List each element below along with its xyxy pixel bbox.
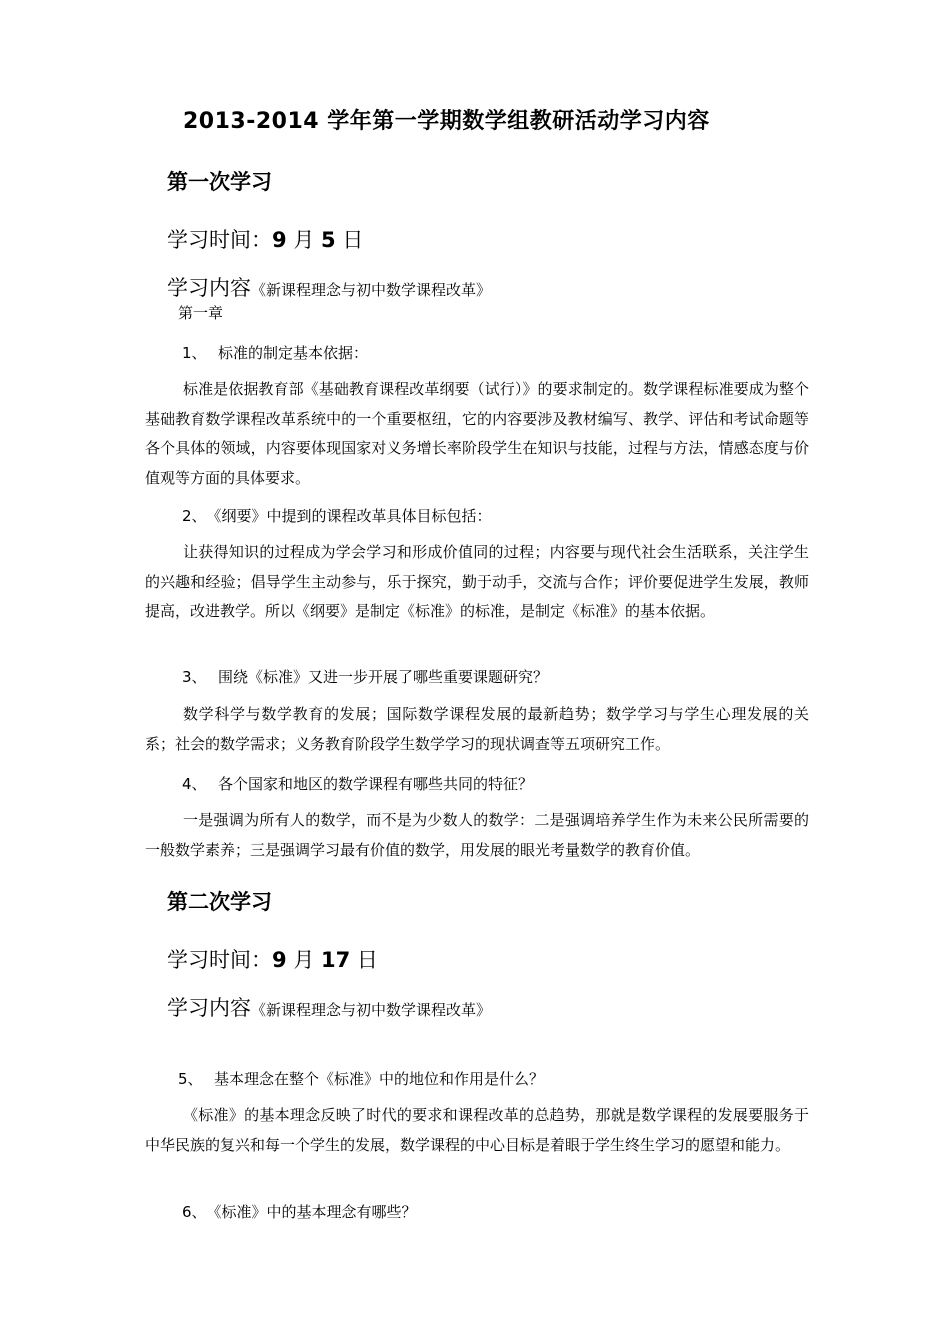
day-unit: 日 bbox=[356, 948, 378, 972]
question-4 bbox=[182, 773, 533, 794]
month-unit: 月 bbox=[293, 228, 315, 252]
question-2 bbox=[182, 505, 492, 526]
study-month: 9 bbox=[272, 228, 287, 252]
answer-3: 数学科学与数学教育的发展；国际数学课程发展的最新趋势；数学学习与学生心理发展的关系；社会的数学需求；义务教育阶段学生数学学习的现状调查等五项研究工作。 bbox=[145, 705, 809, 753]
question-number: 4、 bbox=[182, 775, 207, 793]
question-number: 5、 bbox=[178, 1070, 203, 1088]
session-2-study-content bbox=[167, 992, 491, 1022]
answer-2: 让获得知识的过程成为学会学习和形成价值同的过程；内容要与现代社会生活联系，关注学生的兴趣和经验；倡导学生主动参与，乐于探究，勤于动手，交流与合作；评价要促进学生发展，教师提高，改进教学。所以《纲要》是制定《标准》的标准，是制定《标准》的基本依据。 bbox=[145, 543, 809, 620]
question-text: 标准的制定基本依据： bbox=[218, 344, 369, 362]
chapter-label: 第一章 bbox=[178, 304, 224, 322]
answer-4: 一是强调为所有人的数学，而不是为少数人的数学：二是强调培养学生作为未来公民所需要的一般数学素养；三是强调学习最有价值的数学，用发展的眼光考量数学的教育价值。 bbox=[145, 811, 809, 859]
question-number: 1、 bbox=[182, 344, 207, 362]
study-month: 9 bbox=[272, 948, 287, 972]
session-1-study-content bbox=[167, 272, 491, 302]
question-text: 基本理念在整个《标准》中的地位和作用是什么？ bbox=[214, 1070, 545, 1088]
question-text: 各个国家和地区的数学课程有哪些共同的特征？ bbox=[218, 775, 534, 793]
answer-5: 《标准》的基本理念反映了时代的要求和课程改革的总趋势，那就是数学课程的发展要服务于中华民族的复兴和每一个学生的发展，数学课程的中心目标是着眼于学生终生学习的愿望和能力。 bbox=[145, 1106, 809, 1154]
book-title: 《新课程理念与初中数学课程改革》 bbox=[251, 1001, 492, 1019]
answer-1: 标准是依据教育部《基础教育课程改革纲要（试行）》的要求制定的。数学课程标准要成为整个基础教育数学课程改革系统中的一个重要枢纽，它的内容要涉及教材编写、教学、评估和考试命题等各个具体的领域，内容要体现国家对义务增长率阶段学生在知识与技能，过程与方法，情感态度与价值观等方面的具体要求。 bbox=[145, 380, 809, 487]
session-2-heading: 第二次学习 bbox=[167, 890, 272, 914]
question-text: 《纲要》中提到的课程改革具体目标包括： bbox=[206, 507, 492, 525]
question-3 bbox=[182, 666, 548, 687]
session-1-heading: 第一次学习 bbox=[167, 170, 272, 194]
study-day: 5 bbox=[321, 228, 336, 252]
study-content-label: 学习内容 bbox=[167, 276, 251, 300]
book-title: 《新课程理念与初中数学课程改革》 bbox=[251, 281, 492, 299]
study-time-label: 学习时间： bbox=[167, 948, 272, 972]
question-5 bbox=[178, 1068, 544, 1089]
day-unit: 日 bbox=[342, 228, 364, 252]
question-number: 6、 bbox=[182, 1203, 207, 1221]
month-unit: 月 bbox=[293, 948, 315, 972]
study-time-label: 学习时间： bbox=[167, 228, 272, 252]
question-text: 围绕《标准》又进一步开展了哪些重要课题研究？ bbox=[218, 668, 549, 686]
question-6 bbox=[182, 1201, 417, 1222]
study-content-label: 学习内容 bbox=[167, 996, 251, 1020]
question-1 bbox=[182, 342, 368, 363]
session-2-study-time bbox=[167, 944, 378, 974]
session-1-study-time bbox=[167, 224, 363, 254]
document-title: 2013-2014 学年第一学期数学组教研活动学习内容 bbox=[183, 109, 710, 134]
question-number: 3、 bbox=[182, 668, 207, 686]
question-number: 2、 bbox=[182, 507, 207, 525]
question-text: 《标准》中的基本理念有哪些？ bbox=[206, 1203, 417, 1221]
study-day: 17 bbox=[321, 948, 351, 972]
